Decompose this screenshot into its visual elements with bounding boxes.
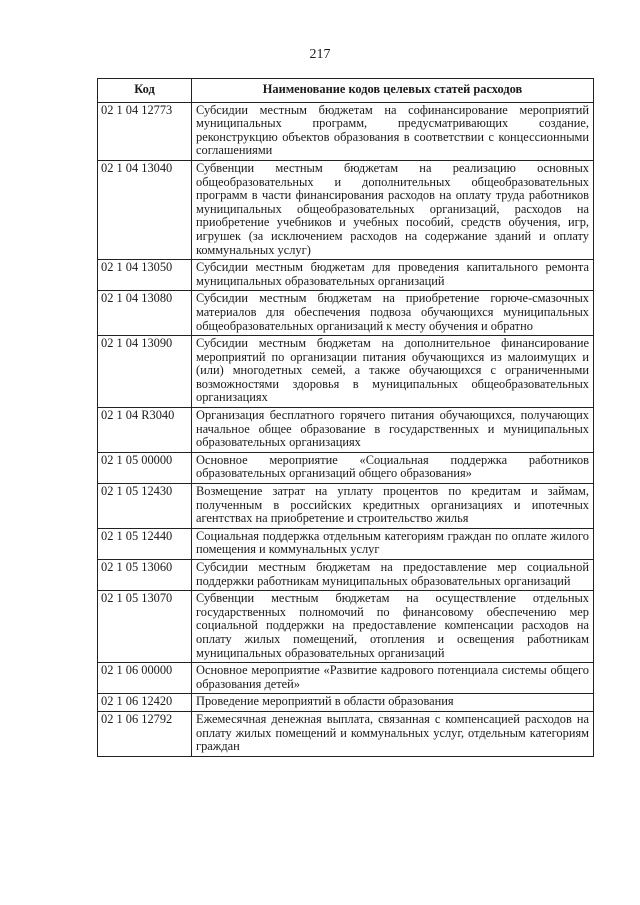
- row-code: 02 1 04 13040: [98, 160, 192, 259]
- row-name: Субвенции местным бюджетам на реализацию основных общеобразовательных и дополнительных общеобразовательных программ в части финансирования расходов на оплату труда работников муниципальных общеобразовательных организаций, расходов на приобретение учебников и учебных пособий, средств обучения, игр, игрушек (за исключением расходов на содержание зданий и оплату коммунальных услуг): [192, 160, 594, 259]
- table-row: [98, 694, 594, 712]
- row-code: 02 1 04 13080: [98, 291, 192, 336]
- row-name: Ежемесячная денежная выплата, связанная с компенсацией расходов на оплату жилых помещений и коммунальных услуг, отдельным категориям граждан: [192, 711, 594, 756]
- row-name: Субсидии местным бюджетам на софинансирование мероприятий муниципальных программ, предусматривающих создание, реконструкцию объектов образования в соответствии с концессионными соглашениями: [192, 102, 594, 160]
- page-number: 217: [309, 47, 331, 62]
- row-code: 02 1 05 13070: [98, 591, 192, 663]
- table-row: [98, 711, 594, 756]
- row-name: Проведение мероприятий в области образования: [192, 694, 594, 712]
- table-row: [98, 260, 594, 291]
- row-name: Субсидии местным бюджетам на дополнительное финансирование мероприятий по организации питания обучающихся из малоимущих и (или) многодетных семей, а также обучающихся с ограниченными возможностями здоровья в муниципальных общеобразовательных организациях: [192, 336, 594, 408]
- row-code: 02 1 06 00000: [98, 663, 192, 694]
- code-column-header: Код: [98, 79, 192, 103]
- row-code: 02 1 06 12792: [98, 711, 192, 756]
- row-code: 02 1 05 13060: [98, 560, 192, 591]
- row-name: Организация бесплатного горячего питания обучающихся, получающих начальное общее образование в государственных и муниципальных образовательных организациях: [192, 408, 594, 453]
- table-row: [98, 560, 594, 591]
- row-code: 02 1 04 12773: [98, 102, 192, 160]
- budget-codes-table: [97, 78, 594, 757]
- row-code: 02 1 04 13090: [98, 336, 192, 408]
- table-row: [98, 452, 594, 483]
- table-row: [98, 528, 594, 559]
- table-row: [98, 663, 594, 694]
- table-row: [98, 408, 594, 453]
- row-code: 02 1 05 12430: [98, 484, 192, 529]
- row-name: Субсидии местным бюджетам для проведения капитального ремонта муниципальных образовательных организаций: [192, 260, 594, 291]
- row-name: Возмещение затрат на уплату процентов по кредитам и займам, полученным в российских кредитных организациях и ипотечных агентствах на приобретение и строительство жилья: [192, 484, 594, 529]
- row-name: Основное мероприятие «Развитие кадрового потенциала системы общего образования детей»: [192, 663, 594, 694]
- row-code: 02 1 05 12440: [98, 528, 192, 559]
- row-name: Основное мероприятие «Социальная поддержка работников образовательных организаций общего образования»: [192, 452, 594, 483]
- row-name: Социальная поддержка отдельным категориям граждан по оплате жилого помещения и коммунальных услуг: [192, 528, 594, 559]
- table-row: [98, 102, 594, 160]
- row-code: 02 1 06 12420: [98, 694, 192, 712]
- row-name: Субсидии местным бюджетам на приобретение горюче-смазочных материалов для обеспечения подвоза обучающихся муниципальных общеобразовательных организаций к месту обучения и обратно: [192, 291, 594, 336]
- table-row: [98, 336, 594, 408]
- row-name: Субвенции местным бюджетам на осуществление отдельных государственных полномочий по финансовому обеспечению мер социальной поддержки на предоставление компенсации расходов на оплату жилых помещений, отопления и освещения работникам муниципальных образовательных организаций: [192, 591, 594, 663]
- row-name: Субсидии местным бюджетам на предоставление мер социальной поддержки работникам муниципальных образовательных организаций: [192, 560, 594, 591]
- row-code: 02 1 05 00000: [98, 452, 192, 483]
- table-row: [98, 160, 594, 259]
- table-row: [98, 484, 594, 529]
- row-code: 02 1 04 R3040: [98, 408, 192, 453]
- row-code: 02 1 04 13050: [98, 260, 192, 291]
- table-row: [98, 591, 594, 663]
- name-column-header: Наименование кодов целевых статей расходов: [192, 79, 594, 103]
- table-header-row: [98, 79, 594, 103]
- table-row: [98, 291, 594, 336]
